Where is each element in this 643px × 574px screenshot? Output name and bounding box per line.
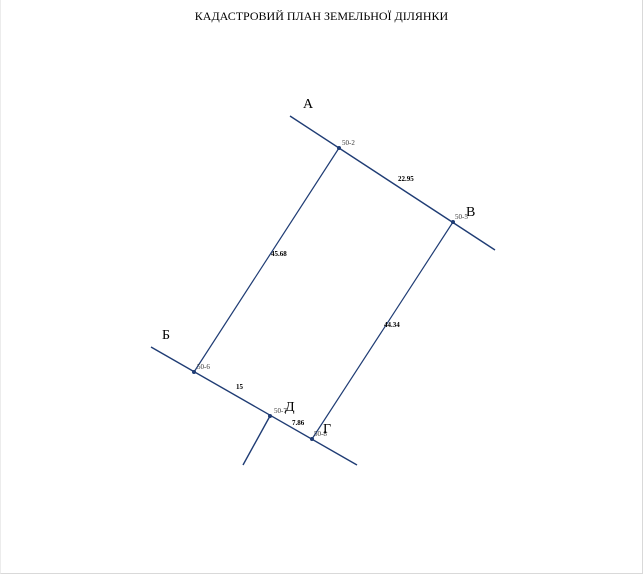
parcel-side-left (194, 148, 339, 372)
point-label-50-8: 50-8 (314, 430, 327, 438)
page-title: КАДАСТРОВИЙ ПЛАН ЗЕМЕЛЬНОЇ ДІЛЯНКИ (194, 9, 449, 23)
neighbor-label-b: Б (162, 328, 171, 343)
neighbor-label-a: А (303, 97, 314, 112)
neighbor-label-v: В (466, 205, 476, 220)
neighbor-line-d (243, 416, 270, 465)
point-label-50-7: 50-7 (274, 407, 287, 415)
length-top: 22.95 (398, 175, 414, 183)
length-bottom-right: 7.86 (292, 419, 305, 427)
vertex-50-6 (192, 370, 196, 374)
vertex-50-7 (268, 414, 272, 418)
point-label-50-5: 50-5 (455, 213, 468, 221)
point-label-50-6: 50-6 (197, 363, 210, 371)
neighbor-line-a (290, 116, 495, 250)
length-right: 44.34 (384, 321, 400, 329)
length-left: 45.68 (271, 250, 287, 258)
neighbor-label-d: Д (285, 400, 295, 415)
length-bottom-left: 15 (236, 383, 243, 391)
neighbor-label-g: Г (323, 422, 332, 437)
point-label-50-2: 50-2 (342, 139, 355, 147)
neighbor-line-b (151, 347, 357, 465)
vertex-50-2 (337, 146, 341, 150)
parcel-side-right (312, 222, 453, 439)
cadastral-plan (1, 0, 643, 574)
